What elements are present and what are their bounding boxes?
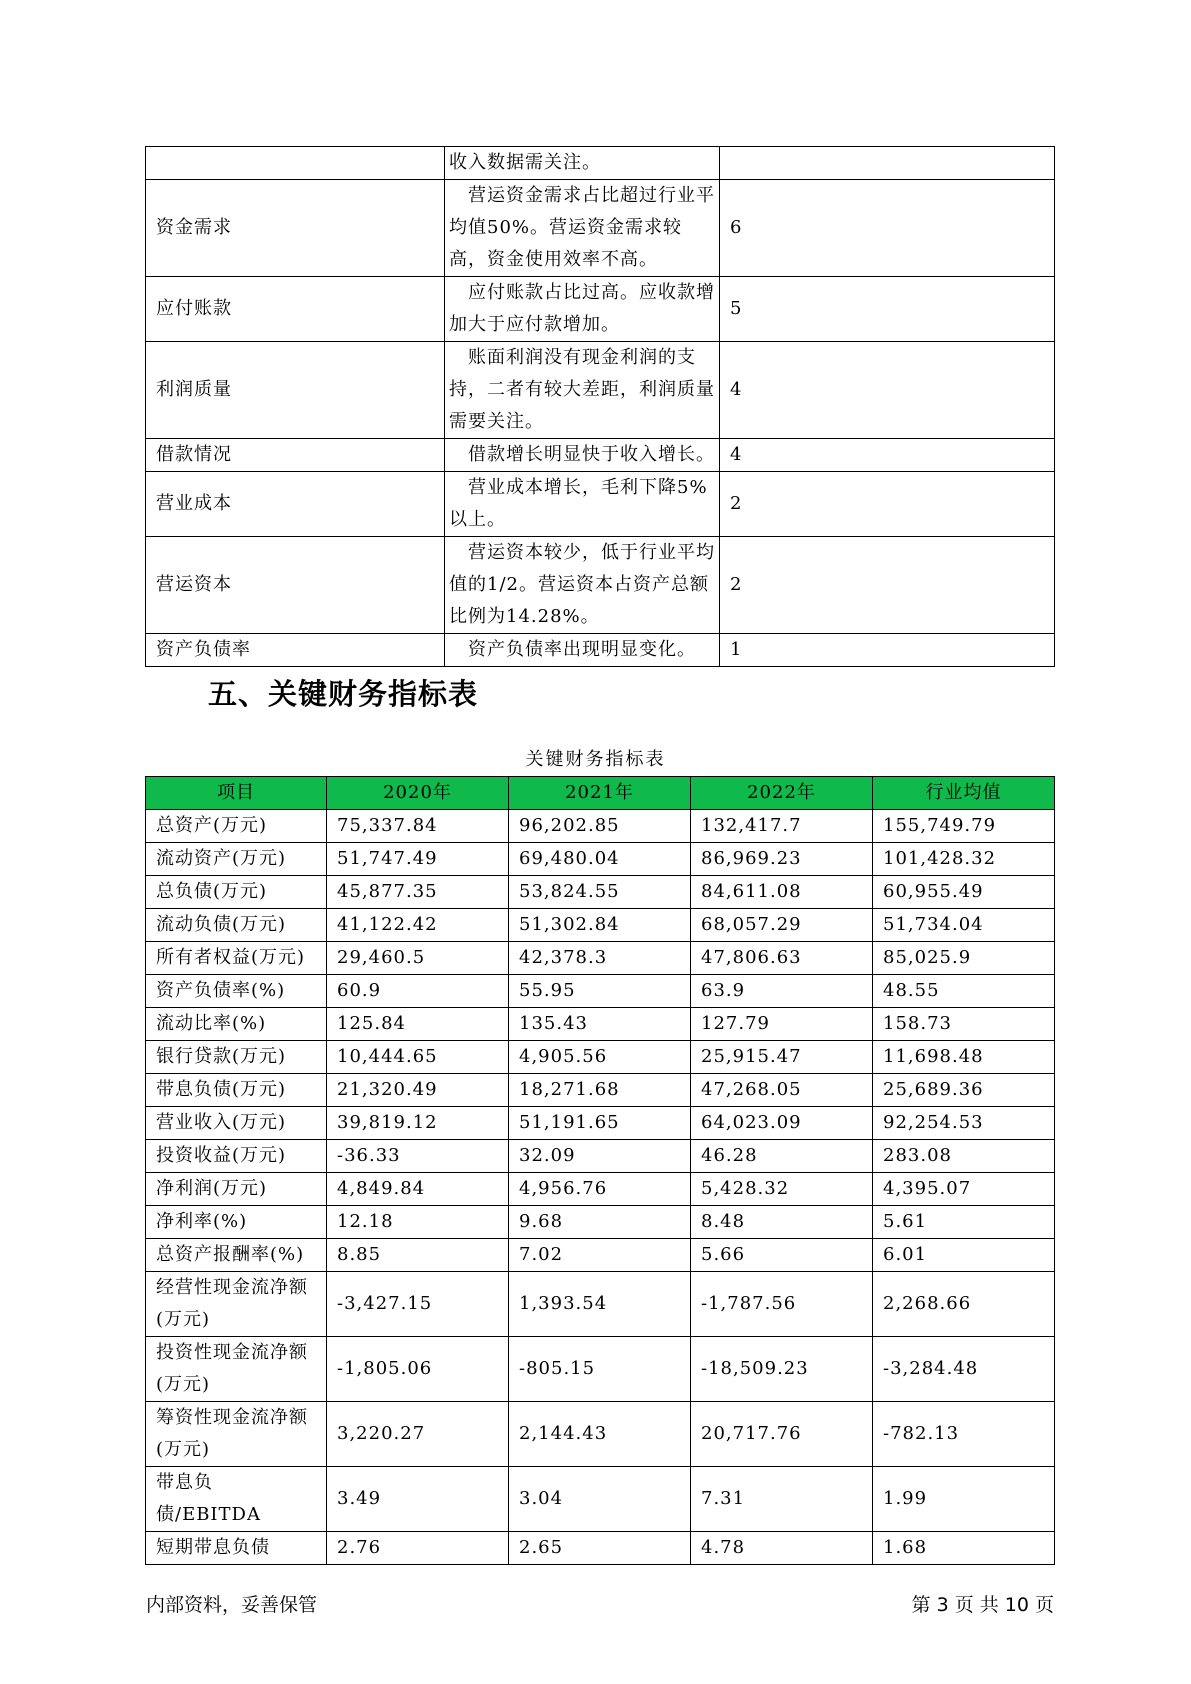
value-cell: 3.04 (509, 1467, 691, 1532)
value-cell: 7.02 (509, 1239, 691, 1272)
indicator-name-cell: 所有者权益(万元) (146, 942, 327, 975)
value-cell: -36.33 (327, 1140, 509, 1173)
risk-score-cell: 2 (720, 537, 1055, 634)
value-cell: 45,877.35 (327, 876, 509, 909)
indicator-name-cell: 带息负债/EBITDA (146, 1467, 327, 1532)
value-cell: 86,969.23 (691, 843, 873, 876)
value-cell: 2.76 (327, 1532, 509, 1565)
value-cell: 101,428.32 (873, 843, 1055, 876)
value-cell: 64,023.09 (691, 1107, 873, 1140)
column-header: 2022年 (691, 777, 873, 810)
risk-item-cell: 利润质量 (146, 342, 445, 439)
risk-item-cell: 资产负债率 (146, 634, 445, 667)
indicator-name-cell: 银行贷款(万元) (146, 1041, 327, 1074)
table-row (146, 1239, 1055, 1272)
table-row (146, 1140, 1055, 1173)
table-row (146, 810, 1055, 843)
risk-row (146, 147, 1055, 180)
value-cell: 135.43 (509, 1008, 691, 1041)
value-cell: 132,417.7 (691, 810, 873, 843)
table-row (146, 1402, 1055, 1467)
value-cell: 85,025.9 (873, 942, 1055, 975)
value-cell: 48.55 (873, 975, 1055, 1008)
value-cell: 3.49 (327, 1467, 509, 1532)
value-cell: 51,191.65 (509, 1107, 691, 1140)
value-cell: 46.28 (691, 1140, 873, 1173)
table-row (146, 1337, 1055, 1402)
value-cell: 55.95 (509, 975, 691, 1008)
fin-table-body (146, 777, 1055, 1565)
value-cell: 3,220.27 (327, 1402, 509, 1467)
table-row (146, 1173, 1055, 1206)
value-cell: -1,805.06 (327, 1337, 509, 1402)
indicator-name-cell: 流动负债(万元) (146, 909, 327, 942)
value-cell: -805.15 (509, 1337, 691, 1402)
column-header: 2020年 (327, 777, 509, 810)
table-row (146, 1041, 1055, 1074)
value-cell: 96,202.85 (509, 810, 691, 843)
table-row (146, 1206, 1055, 1239)
value-cell: 2,144.43 (509, 1402, 691, 1467)
risk-row (146, 634, 1055, 667)
value-cell: -1,787.56 (691, 1272, 873, 1337)
risk-score-cell: 5 (720, 277, 1055, 342)
value-cell: 75,337.84 (327, 810, 509, 843)
indicator-name-cell: 营业收入(万元) (146, 1107, 327, 1140)
value-cell: 25,915.47 (691, 1041, 873, 1074)
value-cell: 10,444.65 (327, 1041, 509, 1074)
value-cell: 1.68 (873, 1532, 1055, 1565)
value-cell: 47,268.05 (691, 1074, 873, 1107)
risk-score-cell: 4 (720, 342, 1055, 439)
value-cell: 51,302.84 (509, 909, 691, 942)
table-header-row (146, 777, 1055, 810)
risk-score-cell (720, 147, 1055, 180)
value-cell: 5,428.32 (691, 1173, 873, 1206)
value-cell: 127.79 (691, 1008, 873, 1041)
value-cell: 158.73 (873, 1008, 1055, 1041)
indicator-name-cell: 流动资产(万元) (146, 843, 327, 876)
value-cell: 25,689.36 (873, 1074, 1055, 1107)
table-row (146, 1272, 1055, 1337)
column-header: 行业均值 (873, 777, 1055, 810)
indicator-name-cell: 短期带息负债 (146, 1532, 327, 1565)
value-cell: 2.65 (509, 1532, 691, 1565)
value-cell: 283.08 (873, 1140, 1055, 1173)
value-cell: 21,320.49 (327, 1074, 509, 1107)
risk-item-cell: 资金需求 (146, 180, 445, 277)
risk-row (146, 277, 1055, 342)
table-row (146, 1532, 1055, 1565)
financial-indicator-table (145, 776, 1055, 1565)
risk-score-cell: 4 (720, 439, 1055, 472)
value-cell: 4,905.56 (509, 1041, 691, 1074)
indicator-name-cell: 经营性现金流净额(万元) (146, 1272, 327, 1337)
value-cell: -3,427.15 (327, 1272, 509, 1337)
indicator-name-cell: 净利率(%) (146, 1206, 327, 1239)
value-cell: 4.78 (691, 1532, 873, 1565)
risk-description-cell: 应付账款占比过高。应收款增加大于应付款增加。 (445, 277, 720, 342)
value-cell: 5.61 (873, 1206, 1055, 1239)
risk-assessment-table (145, 146, 1055, 667)
value-cell: 125.84 (327, 1008, 509, 1041)
risk-item-cell (146, 147, 445, 180)
value-cell: -18,509.23 (691, 1337, 873, 1402)
risk-item-cell: 借款情况 (146, 439, 445, 472)
value-cell: 69,480.04 (509, 843, 691, 876)
value-cell: 63.9 (691, 975, 873, 1008)
value-cell: 6.01 (873, 1239, 1055, 1272)
table-row (146, 1008, 1055, 1041)
table-row (146, 1467, 1055, 1532)
indicator-name-cell: 总资产(万元) (146, 810, 327, 843)
indicator-name-cell: 投资性现金流净额(万元) (146, 1337, 327, 1402)
value-cell: 84,611.08 (691, 876, 873, 909)
risk-description-cell: 收入数据需关注。 (445, 147, 720, 180)
risk-description-cell: 营业成本增长，毛利下降5%以上。 (445, 472, 720, 537)
risk-item-cell: 营业成本 (146, 472, 445, 537)
value-cell: 92,254.53 (873, 1107, 1055, 1140)
risk-description-cell: 借款增长明显快于收入增长。 (445, 439, 720, 472)
value-cell: 47,806.63 (691, 942, 873, 975)
risk-description-cell: 账面利润没有现金利润的支持，二者有较大差距，利润质量需要关注。 (445, 342, 720, 439)
table-row (146, 942, 1055, 975)
value-cell: 60,955.49 (873, 876, 1055, 909)
table-row (146, 876, 1055, 909)
risk-table-body (146, 147, 1055, 667)
value-cell: 51,734.04 (873, 909, 1055, 942)
table-row (146, 1107, 1055, 1140)
value-cell: 4,956.76 (509, 1173, 691, 1206)
value-cell: 60.9 (327, 975, 509, 1008)
value-cell: 7.31 (691, 1467, 873, 1532)
column-header: 项目 (146, 777, 327, 810)
value-cell: 155,749.79 (873, 810, 1055, 843)
indicator-name-cell: 总资产报酬率(%) (146, 1239, 327, 1272)
value-cell: 2,268.66 (873, 1272, 1055, 1337)
risk-row (146, 180, 1055, 277)
risk-item-cell: 营运资本 (146, 537, 445, 634)
risk-score-cell: 1 (720, 634, 1055, 667)
risk-score-cell: 2 (720, 472, 1055, 537)
risk-row (146, 342, 1055, 439)
value-cell: -782.13 (873, 1402, 1055, 1467)
risk-description-cell: 资产负债率出现明显变化。 (445, 634, 720, 667)
risk-description-cell: 营运资本较少，低于行业平均值的1/2。营运资本占资产总额比例为14.28%。 (445, 537, 720, 634)
indicator-name-cell: 总负债(万元) (146, 876, 327, 909)
value-cell: 41,122.42 (327, 909, 509, 942)
table-row (146, 843, 1055, 876)
value-cell: 18,271.68 (509, 1074, 691, 1107)
indicator-name-cell: 净利润(万元) (146, 1173, 327, 1206)
value-cell: 8.85 (327, 1239, 509, 1272)
footer-page-number: 第 3 页 共 10 页 (911, 1594, 1054, 1616)
footer-confidential-note: 内部资料，妥善保管 (146, 1594, 318, 1616)
value-cell: 4,395.07 (873, 1173, 1055, 1206)
value-cell: 53,824.55 (509, 876, 691, 909)
indicator-name-cell: 资产负债率(%) (146, 975, 327, 1008)
value-cell: 51,747.49 (327, 843, 509, 876)
risk-score-cell: 6 (720, 180, 1055, 277)
risk-row (146, 537, 1055, 634)
value-cell: 20,717.76 (691, 1402, 873, 1467)
value-cell: 68,057.29 (691, 909, 873, 942)
value-cell: 32.09 (509, 1140, 691, 1173)
indicator-name-cell: 带息负债(万元) (146, 1074, 327, 1107)
value-cell: 5.66 (691, 1239, 873, 1272)
value-cell: 8.48 (691, 1206, 873, 1239)
table-row (146, 909, 1055, 942)
value-cell: 1,393.54 (509, 1272, 691, 1337)
table-row (146, 1074, 1055, 1107)
value-cell: 1.99 (873, 1467, 1055, 1532)
risk-row (146, 472, 1055, 537)
value-cell: 39,819.12 (327, 1107, 509, 1140)
indicator-name-cell: 流动比率(%) (146, 1008, 327, 1041)
value-cell: 9.68 (509, 1206, 691, 1239)
value-cell: 11,698.48 (873, 1041, 1055, 1074)
value-cell: -3,284.48 (873, 1337, 1055, 1402)
value-cell: 42,378.3 (509, 942, 691, 975)
table-caption: 关键财务指标表 (525, 749, 666, 770)
risk-item-cell: 应付账款 (146, 277, 445, 342)
column-header: 2021年 (509, 777, 691, 810)
table-row (146, 975, 1055, 1008)
indicator-name-cell: 筹资性现金流净额(万元) (146, 1402, 327, 1467)
indicator-name-cell: 投资收益(万元) (146, 1140, 327, 1173)
risk-row (146, 439, 1055, 472)
section-heading: 五、关键财务指标表 (208, 677, 479, 711)
value-cell: 29,460.5 (327, 942, 509, 975)
value-cell: 4,849.84 (327, 1173, 509, 1206)
risk-description-cell: 营运资金需求占比超过行业平均值50%。营运资金需求较高，资金使用效率不高。 (445, 180, 720, 277)
value-cell: 12.18 (327, 1206, 509, 1239)
